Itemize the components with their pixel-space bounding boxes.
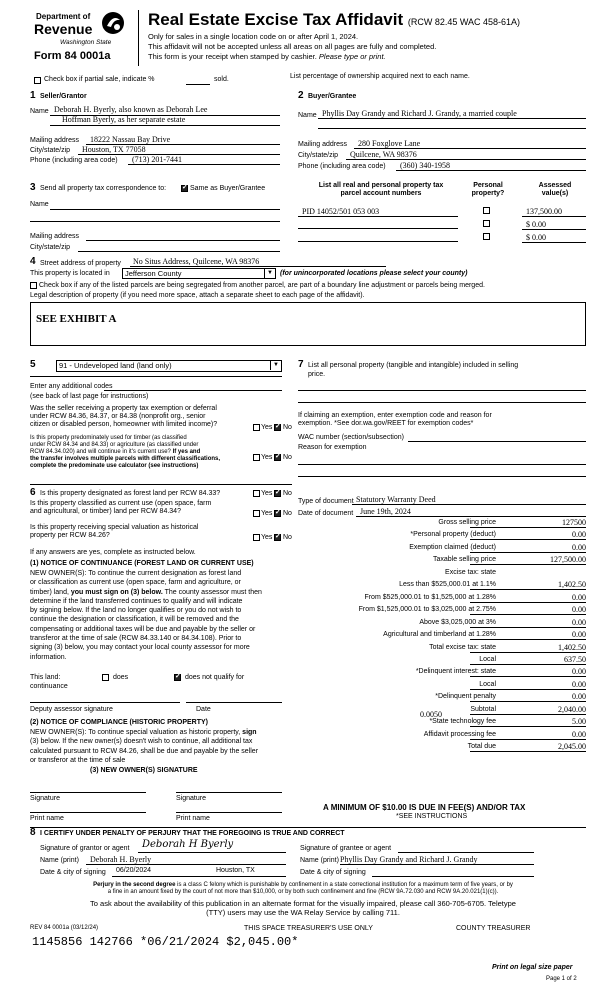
corr-mail-field[interactable] <box>86 240 280 241</box>
corr-mail-label: Mailing address <box>30 233 80 240</box>
buyer-mail[interactable]: 280 Foxglove Lane <box>358 139 421 148</box>
doc-date-label: Date of document <box>298 510 354 517</box>
perjury-note: Perjury in the second degree is a class C felony which is punishable by confinement in a state correctional institution for a maximum term of five years, or by a fine in an amount fixed by the court of not more than $10,000, or by both such confinement and fine (RCW 9A.72.030 and RCW 9A.20.021(1)(c)). <box>93 882 513 895</box>
same-as-buyer-checkbox[interactable] <box>181 185 188 192</box>
timber-no-label: No <box>283 454 292 461</box>
segregated-checkbox[interactable] <box>30 282 37 289</box>
owner-name-2-field[interactable] <box>176 812 282 813</box>
section-4-number: 4 <box>30 256 36 267</box>
owner-name-1-field[interactable] <box>30 812 146 813</box>
buyer-mail-label: Mailing address <box>298 141 348 148</box>
buyer-name-label: Name <box>298 112 317 119</box>
parcel-row-2-value[interactable]: $ 0.00 <box>526 220 546 229</box>
seller-name-label: Name <box>30 108 49 115</box>
land-use-select[interactable]: 91 - Undeveloped land (land only) ▼ <box>56 360 282 372</box>
exemption-yes-label: Yes <box>261 424 273 431</box>
calc-label: *Personal property (deduct) <box>410 531 496 538</box>
seller-name-1[interactable]: Deborah H. Byerly, also known as Deborah Lee <box>54 105 208 114</box>
seller-city[interactable]: Houston, TX 77058 <box>82 145 146 154</box>
calc-label: Above $3,025,000 at 3% <box>419 619 496 626</box>
continuance-label: continuance <box>30 683 68 690</box>
personal-property-label: List all personal property (tangible and intangible) included in selling <box>308 362 519 369</box>
buyer-title: Buyer/Grantee <box>308 93 357 100</box>
owner-sig-1-field[interactable] <box>30 792 146 793</box>
calc-value[interactable]: 2,045.00 <box>558 742 586 751</box>
header-line-3: This form is your receipt when stamped by cashier. Please type or print. <box>148 52 386 61</box>
reason-label: Reason for exemption <box>298 444 367 451</box>
doc-type-value[interactable]: Statutory Warranty Deed <box>356 495 436 504</box>
calc-label: Less than $525,000.01 at 1.1% <box>399 581 496 588</box>
grantor-date[interactable]: 06/20/2024 <box>116 867 152 874</box>
page-number: Page 1 of 2 <box>546 976 577 982</box>
grantee-date-field[interactable] <box>372 876 534 877</box>
owner-sig-2-label: Signature <box>176 795 206 802</box>
segregated-label: Check box if any of the listed parcels are being segregated from another parcel, are part of a boundary line adjustment or parcels being merged. <box>39 282 485 289</box>
calc-label: Subtotal <box>470 706 496 713</box>
this-land-label: This land: <box>30 674 61 681</box>
exemption-no-checkbox[interactable] <box>274 424 281 431</box>
calc-label: Local <box>479 656 496 663</box>
sold-label: sold. <box>214 76 229 83</box>
minimum-fee-note: A MINIMUM OF $10.00 IS DUE IN FEE(S) AND/OR TAX <box>323 803 526 812</box>
codes-note: (see back of last page for instructions) <box>30 393 149 400</box>
q-exemption: Was the seller receiving a property tax exemption or deferral under RCW 84.36, 84.37, or 84.38 (nonprofit org., senior citizen or disabled person, homeowner with limited income)? <box>30 405 218 429</box>
grantor-sig-label: Signature of grantor or agent <box>40 845 130 852</box>
same-as-buyer-label: Same as Buyer/Grantee <box>190 185 266 192</box>
calc-label: From $525,000.01 to $1,525,000 at 1.28% <box>364 594 496 601</box>
personal-property-label-2: price. <box>308 371 326 378</box>
grantee-name[interactable]: Phyllis Day Grandy and Richard J. Grandy <box>340 855 478 864</box>
parcel-row-3-pid[interactable] <box>298 241 458 242</box>
buyer-city-label: City/state/zip <box>298 152 339 159</box>
calc-label: Affidavit processing fee <box>423 731 496 738</box>
grantee-sig-label: Signature of grantee or agent <box>300 845 392 852</box>
county-note: (for unincorporated locations please select your county) <box>280 270 468 277</box>
deputy-date-label: Date <box>196 706 211 713</box>
calc-label: Gross selling price <box>438 519 496 526</box>
header-line-1: Only for sales in a single location code on or after April 1, 2024. <box>148 32 359 41</box>
does-not-label: does not qualify for <box>185 674 245 681</box>
assessed-header: Assessed value(s) <box>538 182 572 198</box>
q-forest: Is this property designated as forest land per RCW 84.33? <box>40 490 221 497</box>
calc-value[interactable]: 2,040.00 <box>558 705 586 714</box>
does-not-checkbox[interactable] <box>174 674 181 681</box>
reason-field[interactable] <box>298 464 586 465</box>
calc-label: Total due <box>467 743 496 750</box>
timber-no-checkbox[interactable] <box>274 454 281 461</box>
notice-continuance-title: (1) NOTICE OF CONTINUANCE (FOREST LAND OR CURRENT USE) <box>30 560 254 567</box>
dept-label: Department of <box>36 12 91 21</box>
forest-no-checkbox[interactable] <box>274 490 281 497</box>
header-divider <box>138 10 139 66</box>
local-rate: 0.0050 <box>420 710 442 719</box>
legal-desc-label: Legal description of property (if you need more space, attach a separate sheet to each page of the affidavit). <box>30 292 365 299</box>
buyer-phone-label: Phone (including area code) <box>298 163 386 170</box>
buyer-name-1[interactable]: Phyllis Day Grandy and Richard J. Grandy, a married couple <box>322 109 517 118</box>
corr-city-label: City/state/zip <box>30 244 71 251</box>
grantor-signature[interactable]: Deborah H Byerly <box>142 839 234 850</box>
section-3-number: 3 <box>30 182 36 193</box>
dor-logo-icon <box>100 10 126 36</box>
seller-city-label: City/state/zip <box>30 147 71 154</box>
does-label: does <box>113 674 129 681</box>
section-5-number: 5 <box>30 359 36 370</box>
calc-label: Total excise tax: state <box>429 644 496 651</box>
county-select[interactable]: Jefferson County ▼ <box>122 268 276 279</box>
historic-no-checkbox[interactable] <box>274 534 281 541</box>
current-use-no-checkbox[interactable] <box>274 510 281 517</box>
treasurer-stamp: 1145856 142766 *06/21/2024 $2,045.00* <box>32 935 299 949</box>
current-use-yes-checkbox[interactable] <box>253 510 260 517</box>
calc-value[interactable]: 0.00 <box>572 593 586 602</box>
exemption-no-label: No <box>283 424 292 431</box>
see-instructions: *SEE INSTRUCTIONS <box>396 813 468 820</box>
section-8-number: 8 <box>30 827 36 838</box>
calc-label: *Delinquent interest: state <box>415 668 496 675</box>
legal-paper-note: Print on legal size paper <box>492 964 573 971</box>
grantee-date-label: Date & city of signing <box>300 869 366 876</box>
historic-yes-checkbox[interactable] <box>253 534 260 541</box>
page-title: Real Estate Excise Tax Affidavit (RCW 82.45 WAC 458-61A) <box>148 10 521 29</box>
does-checkbox[interactable] <box>102 674 109 681</box>
street-label: Street address of property <box>40 260 121 267</box>
notice-compliance-title: (2) NOTICE OF COMPLIANCE (HISTORIC PROPERTY) <box>30 719 208 726</box>
corr-name-label: Name <box>30 201 49 208</box>
partial-sale-label: Check box if partial sale, indicate % <box>44 76 155 83</box>
timber-yes-label: Yes <box>261 454 273 461</box>
calc-value[interactable]: 0.00 <box>572 630 586 639</box>
rev-number: REV 84 0001a (03/12/24) <box>30 925 99 931</box>
certify-title: I CERTIFY UNDER PENALTY OF PERJURY THAT THE FOREGOING IS TRUE AND CORRECT <box>40 830 345 837</box>
calc-value[interactable]: 0.00 <box>572 680 586 689</box>
calc-value[interactable]: 0.00 <box>572 730 586 739</box>
owner-sig-2-field[interactable] <box>176 792 282 793</box>
timber-yes-checkbox[interactable] <box>253 454 260 461</box>
codes-field[interactable] <box>104 390 282 391</box>
historic-no-label: No <box>283 534 292 541</box>
deputy-signature-field[interactable] <box>30 702 180 703</box>
parcel-header: List all real and personal property tax parcel account numbers <box>318 182 444 198</box>
calc-value[interactable]: 1,402.50 <box>558 643 586 652</box>
owner-name-2-label: Print name <box>176 815 210 822</box>
calc-value[interactable]: 0.00 <box>572 667 586 676</box>
forest-yes-checkbox[interactable] <box>253 490 260 497</box>
current-use-yes-label: Yes <box>261 510 273 517</box>
q-current-use: Is this property classified as current use (open space, farm and agricultural, or timber) land per RCW 84.34? <box>30 500 212 516</box>
form-number: Form 84 0001a <box>34 50 111 62</box>
calc-value[interactable]: 127500 <box>562 518 586 527</box>
seller-title: Seller/Grantor <box>40 93 87 100</box>
corr-name-field[interactable] <box>50 209 280 210</box>
wac-field[interactable] <box>408 441 586 442</box>
deputy-date-field[interactable] <box>186 702 282 703</box>
wac-label: WAC number (section/subsection) <box>298 434 404 441</box>
owner-sig-1-label: Signature <box>30 795 60 802</box>
calc-label: Taxable selling price <box>432 556 496 563</box>
if-any-note: If any answers are yes, complete as instructed below. <box>30 549 196 556</box>
legal-desc-text: SEE EXHIBIT A <box>36 313 117 325</box>
treasurer-only-label: THIS SPACE TREASURER'S USE ONLY <box>244 925 373 932</box>
personal-property-field[interactable] <box>298 390 586 391</box>
ownership-note: List percentage of ownership acquired next to each name. <box>290 73 470 80</box>
calc-value[interactable]: 5.00 <box>572 717 586 726</box>
grantor-name-label: Name (print) <box>40 857 79 864</box>
section-2-number: 2 <box>298 90 304 101</box>
parcel-row-2-personal-checkbox[interactable] <box>483 220 490 227</box>
exemption-note: If claiming an exemption, enter exemption code and reason for exemption. *See dor.wa.gov/REET for exemption codes* <box>298 412 492 428</box>
correspondence-label: Send all property tax correspondence to: <box>40 185 167 192</box>
notice-compliance-text: NEW OWNER(S): To continue special valuation as historic property, sign (3) below. If the new owner(s) doesn't wish to continue, all additional tax calculated pursuant to RCW 84.26, shall be due and payable by the seller or transferor at the time of sale <box>30 729 259 764</box>
personal-header: Personal property? <box>471 182 505 198</box>
seller-phone-label: Phone (including area code) <box>30 157 118 164</box>
seller-name-2[interactable]: Hoffman Byerly, as her separate estate <box>62 115 186 124</box>
owner-name-1-label: Print name <box>30 815 64 822</box>
forest-yes-label: Yes <box>261 490 273 497</box>
chevron-down-icon: ▼ <box>264 269 275 278</box>
partial-percent-field[interactable] <box>186 84 210 85</box>
calc-label: *Delinquent penalty <box>435 693 496 700</box>
parcel-row-1-pid[interactable]: PID 14052/501 053 003 <box>302 207 380 216</box>
parcel-row-3-value[interactable]: $ 0.00 <box>526 233 546 242</box>
doc-type-label: Type of document <box>298 498 354 505</box>
buyer-city[interactable]: Quilcene, WA 98376 <box>350 150 417 159</box>
revenue-logo-text: Revenue <box>34 21 93 37</box>
calc-value[interactable]: 127,500.00 <box>550 555 586 564</box>
buyer-phone[interactable]: (360) 340-1958 <box>400 161 450 170</box>
located-label: This property is located in <box>30 270 110 277</box>
partial-sale-checkbox[interactable] <box>34 77 41 84</box>
section-1-number: 1 <box>30 90 36 101</box>
seller-mail-label: Mailing address <box>30 137 80 144</box>
alternate-format-note: To ask about the availability of this publication in an alternate format for the visually impaired, please call 360-705-6705. Teletype (TTY) users may use the WA Relay Service by calling 711. <box>90 899 516 917</box>
calc-label: Local <box>479 681 496 688</box>
calc-value[interactable]: 0.00 <box>572 543 586 552</box>
new-owner-sig-title: (3) NEW OWNER(S) SIGNATURE <box>90 767 198 774</box>
forest-no-label: No <box>283 490 292 497</box>
calc-value[interactable]: 0.00 <box>572 692 586 701</box>
exemption-yes-checkbox[interactable] <box>253 424 260 431</box>
parcel-row-1-value[interactable]: 137,500.00 <box>526 207 562 216</box>
section-7-number: 7 <box>298 359 304 370</box>
grantee-name-label: Name (print) <box>300 857 339 864</box>
current-use-no-label: No <box>283 510 292 517</box>
calc-label: *State technology fee <box>429 718 496 725</box>
grantor-city[interactable]: Houston, TX <box>216 867 255 874</box>
q-historic: Is this property receiving special valuation as historical property per RCW 84.26? <box>30 524 199 540</box>
parcel-row-3-personal-checkbox[interactable] <box>483 233 490 240</box>
calc-value[interactable]: 0.00 <box>572 530 586 539</box>
grantor-name[interactable]: Deborah H. Byerly <box>90 855 152 864</box>
codes-label: Enter any additional codes <box>30 383 113 390</box>
street-value[interactable]: No Situs Address, Quilcene, WA 98376 <box>133 257 260 266</box>
historic-yes-label: Yes <box>261 534 273 541</box>
seller-phone[interactable]: (713) 201-7441 <box>132 155 182 164</box>
grantor-date-label: Date & city of signing <box>40 869 106 876</box>
calc-value[interactable]: 0.00 <box>572 618 586 627</box>
header-line-2: This affidavit will not be accepted unless all areas on all pages are fully and completed. <box>148 42 437 51</box>
chevron-down-icon: ▼ <box>270 361 281 370</box>
county-treasurer-label: COUNTY TREASURER <box>456 925 531 932</box>
notice-continuance-text: NEW OWNER(S): To continue the current designation as forest land or classification as current use (open space, farm and agriculture, or timber) land, you must sign on (3) below. The county assessor must then determine if the land transferred continues to qualify and will indicate by signing below. If the land no longer qualifies or you do not wish to continue the designation or classification, it will be removed and the compensating or additional taxes will be due and payable by the seller or transferor at the time of sale (RCW 84.33.140 or 84.34.108). Prior to signing (3) below, you may contact your local county assessor for more information. <box>30 570 262 661</box>
doc-date-value[interactable]: June 19th, 2024 <box>360 507 411 516</box>
calc-value[interactable]: 637.50 <box>564 655 586 664</box>
corr-city-field[interactable] <box>78 251 280 252</box>
parcel-row-2-pid[interactable] <box>298 228 458 229</box>
calc-label: Agricultural and timberland at 1.28% <box>383 631 496 638</box>
deputy-label: Deputy assessor signature <box>30 706 113 713</box>
calc-label: Excise tax: state <box>445 569 496 576</box>
grantee-signature-field[interactable] <box>398 852 534 853</box>
calc-label: Exemption claimed (deduct) <box>409 544 496 551</box>
state-label: Washington State <box>60 39 112 46</box>
calc-value[interactable]: 0.00 <box>572 605 586 614</box>
section-6-number: 6 <box>30 487 36 498</box>
calc-label: From $1,525,000.01 to $3,025,000 at 2.75% <box>358 606 496 613</box>
parcel-row-1-personal-checkbox[interactable] <box>483 207 490 214</box>
q-timber: Is this property predominately used for timber (as classified under RCW 84.34 and 84.33) or agriculture (as classified under RCW 84.34.020) and will continue in it's current use? If yes and the transfer involves multiple parcels with different classifications, complete the predominate use calculator (see instructions) <box>30 435 221 469</box>
seller-mail[interactable]: 18222 Nassau Bay Drive <box>90 135 171 144</box>
calc-value[interactable]: 1,402.50 <box>558 580 586 589</box>
